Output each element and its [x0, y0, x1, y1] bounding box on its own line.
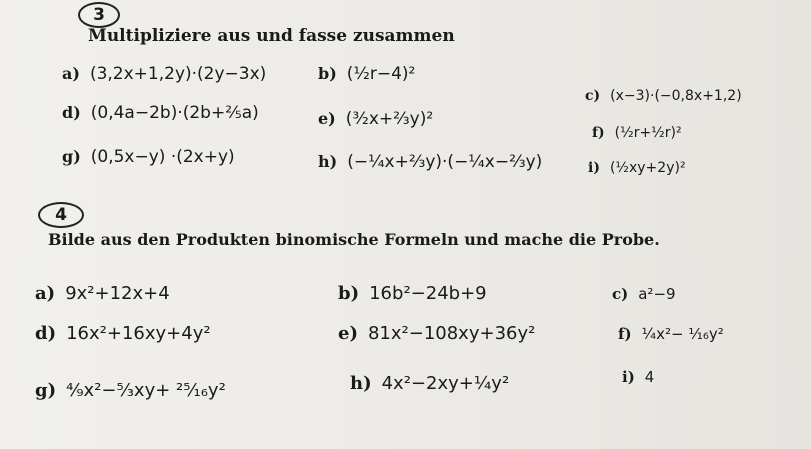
exercise-3-number: 3: [78, 2, 120, 28]
exercise-3-item-i: [588, 160, 686, 176]
item-label: e): [338, 323, 358, 344]
exercise-4-item-a: [35, 283, 170, 304]
item-label: b): [318, 64, 337, 83]
exercise-4-item-g: [35, 380, 226, 401]
exercise-4-item-i: [622, 368, 654, 386]
item-expression: 4x²−2xy+¼y²: [381, 373, 510, 394]
item-expression: 16b²−24b+9: [369, 283, 487, 304]
item-label: d): [35, 323, 57, 344]
item-label: h): [350, 373, 372, 394]
item-label: i): [622, 368, 635, 386]
exercise-4-item-b: [338, 283, 487, 304]
item-label: d): [62, 103, 81, 122]
item-label: f): [592, 125, 605, 141]
item-expression: (0,4a−2b)·(2b+⅖a): [90, 103, 259, 123]
exercise-4-item-f: [618, 325, 724, 343]
exercise-3-item-f: [592, 125, 682, 141]
item-expression: 4: [644, 368, 655, 386]
item-label: g): [35, 380, 57, 401]
exercise-4-item-d: [35, 323, 211, 344]
exercise-4-item-e: [338, 323, 535, 344]
item-expression: (½r−4)²: [346, 64, 416, 84]
item-expression: ⁴⁄₉x²−⁵⁄₃xy+ ²⁵⁄₁₆y²: [66, 380, 226, 401]
exercise-4-item-c: [612, 285, 676, 303]
item-expression: a²−9: [638, 285, 676, 303]
item-label: i): [588, 160, 600, 176]
item-expression: 9x²+12x+4: [65, 283, 170, 304]
exercise-4-heading: Bilde aus den Produkten binomische Formeln und mache die Probe.: [48, 230, 660, 249]
item-label: f): [618, 325, 632, 343]
exercise-3-item-b: [318, 64, 415, 84]
exercise-3-item-a: [62, 64, 266, 84]
exercise-3-item-c: [585, 88, 742, 104]
item-label: c): [612, 285, 629, 303]
exercise-4-item-h: [350, 373, 509, 394]
item-expression: ¼x²− ¹⁄₁₆y²: [641, 325, 724, 343]
item-label: c): [585, 88, 601, 104]
exercise-3-item-g: [62, 147, 235, 167]
exercise-4-number: 4: [38, 202, 84, 228]
item-label: e): [318, 109, 336, 128]
item-expression: (½xy+2y)²: [609, 160, 686, 176]
item-label: b): [338, 283, 360, 304]
exercise-3-item-h: [318, 152, 542, 172]
item-expression: (x−3)·(−0,8x+1,2): [610, 88, 742, 104]
item-expression: (3,2x+1,2y)·(2y−3x): [89, 64, 267, 84]
exercise-3-item-e: [318, 109, 433, 129]
exercise-3-heading: Multipliziere aus und fasse zusammen: [88, 26, 455, 46]
item-label: a): [62, 64, 80, 83]
item-label: h): [318, 152, 338, 171]
item-expression: 81x²−108xy+36y²: [367, 323, 536, 344]
exercise-3-item-d: [62, 103, 259, 123]
item-expression: (½r+½r)²: [614, 125, 682, 141]
item-label: a): [35, 283, 56, 304]
item-expression: (0,5x−y) ·(2x+y): [90, 147, 235, 167]
item-expression: (³⁄₂x+⅔y)²: [345, 109, 434, 129]
item-expression: 16x²+16xy+4y²: [66, 323, 211, 344]
item-label: g): [62, 147, 81, 166]
item-expression: (−¼x+⅔y)·(−¼x−⅔y): [347, 152, 543, 172]
